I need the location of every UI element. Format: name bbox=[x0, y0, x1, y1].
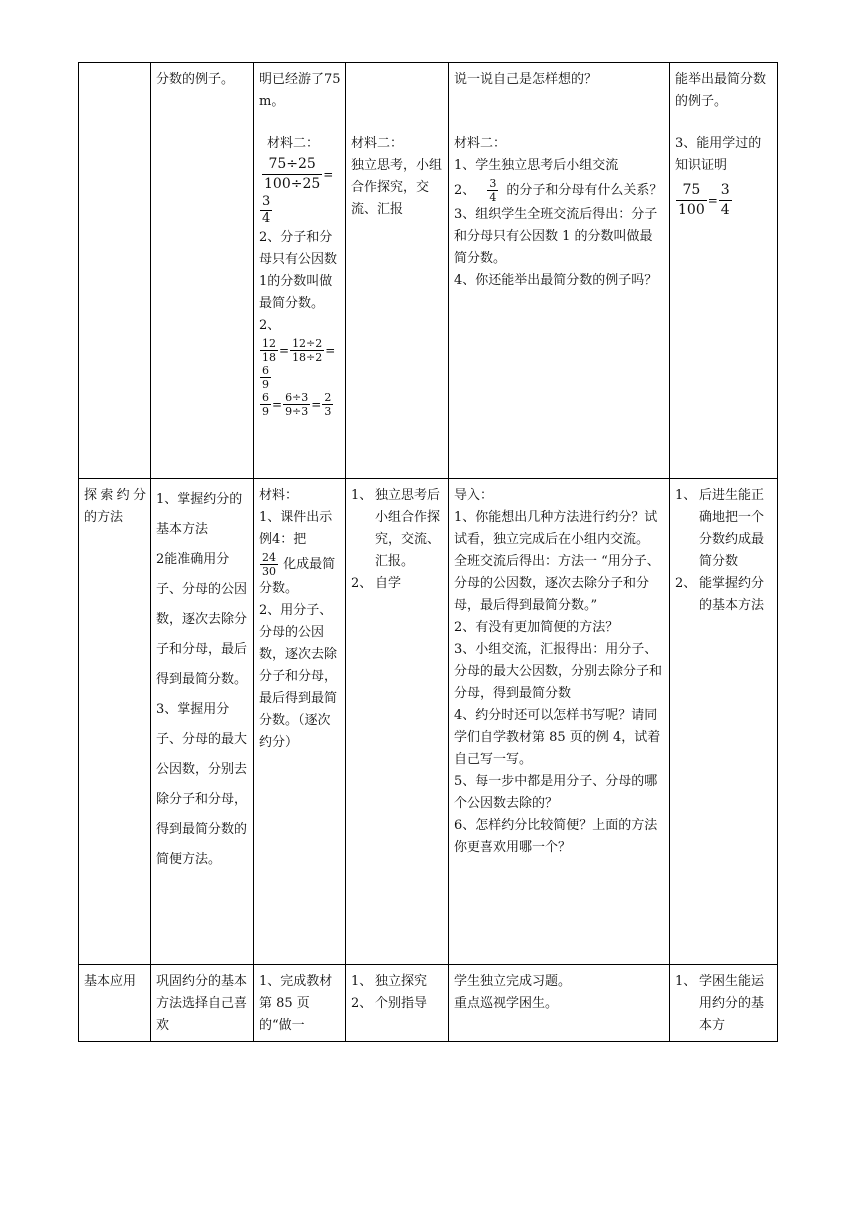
fraction: $\frac{24}{30}$ bbox=[262, 551, 276, 578]
content-text: 化成最简分数。 bbox=[259, 557, 336, 596]
activity-text: 导入： bbox=[454, 488, 494, 503]
fraction: $\frac{3}{4}$ bbox=[262, 194, 271, 226]
stage-cell bbox=[79, 965, 151, 1042]
content-text: 2、用分子、分母的公因数，逐次去除分子和分母，最后得到最简分数。（逐次约分） bbox=[259, 603, 338, 750]
activity-text: 学生独立完成习题。 bbox=[454, 974, 572, 989]
list-item: 1、 后进生能正确地把一个分数约成最简分数 bbox=[675, 488, 765, 569]
activity-text: 6、怎样约分比较简便？上面的方法你更喜欢用哪一个？ bbox=[454, 818, 658, 855]
content-text: 明已经游了75 m。 bbox=[259, 72, 341, 109]
fraction: $\frac{12}{18}$ bbox=[262, 337, 276, 364]
method-text: 独立思考，小组合作探究，交流、汇报 bbox=[351, 158, 443, 217]
material-label: 材料二： bbox=[454, 136, 507, 151]
activity-cell bbox=[449, 479, 670, 965]
activity-text: 3、小组交流，汇报得出：用分子、分母的最大公因数，分别去除分子和分母，得到最简分数 bbox=[454, 642, 663, 701]
stage-label: 基本应用 bbox=[84, 974, 137, 989]
activity-text: 重点巡视学困生。 bbox=[454, 996, 559, 1011]
fraction: $\frac{75}{100}$ bbox=[678, 182, 705, 218]
activity-text: 2、有没有更加简便的方法？ bbox=[454, 620, 619, 635]
activity-text: 1、你能想出几种方法进行约分？试试看，独立完成后在小组内交流。 bbox=[454, 510, 658, 547]
table-row bbox=[79, 479, 778, 965]
activity-text: 3、组织学生全班交流后得出：分子和分母只有公因数 1 的分数叫做最简分数。 bbox=[454, 207, 658, 266]
goal-text: 2能准确用分子、分母的公因数，逐次去除分子和分母，最后得到最简分数。 bbox=[156, 552, 248, 687]
assessment-cell bbox=[670, 479, 778, 965]
method-cell bbox=[346, 479, 449, 965]
content-cell: 明已经游了75 m。 材料二： $\frac{75\div 25}{100\div 25}$ = $\frac{3}{4}$ 2、分子和分母只有公因数1的分数叫做最简分数。 2、 $\frac{12}{18}$ = $\frac{12\div 2}{18\div 2}$ = $\frac{6}{9}$ $\frac{6}{9}$ = $\frac{6\div 3}{9\div 3}$ = $\frac{2}{3}$ bbox=[254, 63, 346, 479]
activity-text: 1、学生独立思考后小组交流 bbox=[454, 158, 619, 173]
activity-text: 5、每一步中都是用分子、分母的哪个公因数去除的？ bbox=[454, 774, 658, 811]
table-row bbox=[79, 965, 778, 1042]
fraction: $\frac{12\div 2}{18\div 2}$ bbox=[292, 337, 323, 364]
stage-label: 探索约分的方法 bbox=[84, 488, 146, 525]
goal-cell bbox=[151, 965, 254, 1042]
method-cell bbox=[346, 965, 449, 1042]
method-cell bbox=[346, 63, 449, 479]
goal-cell bbox=[151, 479, 254, 965]
fraction: $\frac{6\div 3}{9\div 3}$ bbox=[285, 391, 309, 418]
assessment-text: 3、能用学过的知识证明 bbox=[675, 136, 762, 173]
content-cell bbox=[254, 965, 346, 1042]
activity-text: 2、 $\frac{3}{4}$ 的分子和分母有什么关系？ bbox=[454, 177, 663, 204]
goal-text: 3、掌握用分子、分母的最大公因数，分别去除分子和分母，得到最简分数的简便方法。 bbox=[156, 702, 248, 867]
fraction: $\frac{75\div 25}{100\div 25}$ bbox=[264, 156, 321, 192]
content-text: 1、课件出示例4：把 bbox=[259, 510, 333, 547]
fraction: $\frac{3}{4}$ bbox=[489, 177, 497, 204]
goal-text: 1、掌握约分的基本方法 bbox=[156, 492, 243, 537]
list-item: 1、 学困生能运用约分的基本方 bbox=[675, 974, 765, 1033]
activity-cell bbox=[449, 965, 670, 1042]
assessment-text: 能举出最简分数的例子。 bbox=[675, 72, 767, 109]
assessment-cell bbox=[670, 965, 778, 1042]
content-text: 2、分子和分母只有公因数1的分数叫做最简分数。 bbox=[259, 230, 338, 311]
fraction: $\frac{3}{4}$ bbox=[720, 182, 730, 218]
list-item: 2、 个别指导 bbox=[351, 996, 428, 1011]
fraction: $\frac{6}{9}$ bbox=[262, 391, 269, 418]
goal-text: 分数的例子。 bbox=[156, 72, 235, 87]
table-row bbox=[79, 63, 778, 479]
activity-cell bbox=[449, 63, 670, 479]
activity-text: 4、你还能举出最简分数的例子吗？ bbox=[454, 273, 658, 288]
material-label: 材料： bbox=[259, 488, 299, 503]
goal-cell bbox=[151, 63, 254, 479]
activity-text: 4、约分时还可以怎样书写呢？请同学们自学教材第 85 页的例 4，试着自己写一写。 bbox=[454, 708, 661, 767]
list-item: 2、 能掌握约分的基本方法 bbox=[675, 576, 765, 613]
goal-text: 巩固约分的基本方法选择自己喜欢 bbox=[156, 974, 248, 1033]
fraction: $\frac{2}{3}$ bbox=[324, 391, 332, 418]
list-item: 1、 独立思考后小组合作探究，交流、汇报。 bbox=[351, 488, 441, 569]
assessment-cell: 能举出最简分数的例子。 3、能用学过的知识证明 $\frac{75}{100}$ = $\frac{3}{4}$ bbox=[670, 63, 778, 479]
stage-cell bbox=[79, 479, 151, 965]
fraction: $\frac{6}{9}$ bbox=[262, 364, 269, 391]
material-label: 材料二： bbox=[351, 136, 404, 151]
content-cell bbox=[254, 479, 346, 965]
lesson-plan-table bbox=[78, 62, 778, 1042]
content-text: 2、 bbox=[259, 318, 281, 333]
activity-text: 说一说自己是怎样想的？ bbox=[454, 72, 598, 87]
stage-cell bbox=[79, 63, 151, 479]
activity-text: 全班交流后得出：方法一 “用分子、分母的公因数，逐次去除分子和分母，最后得到最简分数。” bbox=[454, 554, 660, 613]
content-text: 1、完成教材第 85 页的“做一 bbox=[259, 974, 333, 1033]
list-item: 1、 独立探究 bbox=[351, 974, 428, 989]
list-item: 2、 自学 bbox=[351, 576, 402, 591]
material-label: 材料二： bbox=[267, 136, 320, 151]
